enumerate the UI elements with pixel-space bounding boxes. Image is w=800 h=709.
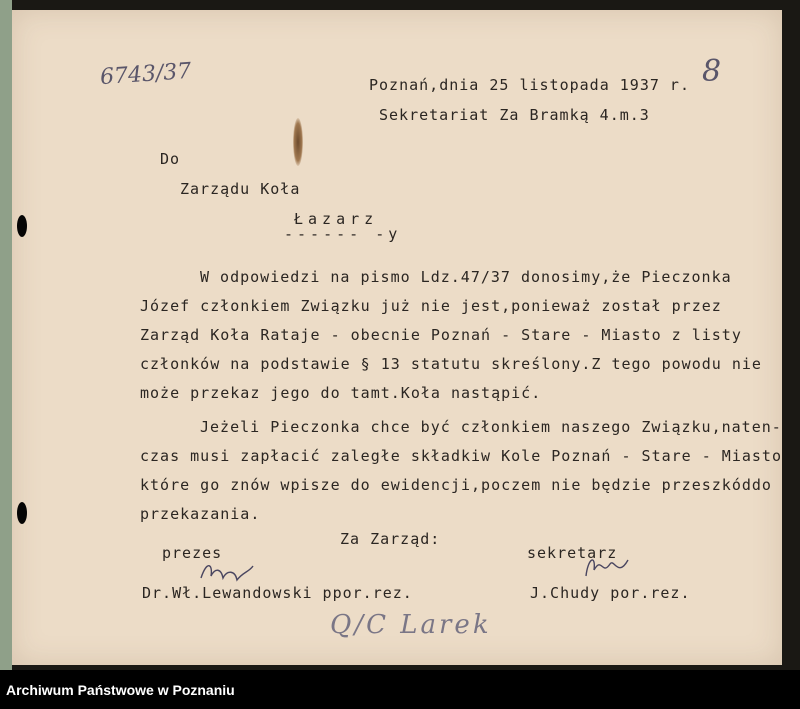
- folder-edge: [0, 0, 12, 670]
- archive-footer: [0, 670, 800, 709]
- closing-line: Za Zarząd:: [340, 530, 441, 548]
- body-line-9: przekazania.: [140, 505, 261, 523]
- body-line-5: może przekaz jego do tamt.Koła nastąpić.: [140, 384, 542, 402]
- recipient-place: Łazarz: [294, 210, 379, 228]
- secretary-signature: [582, 552, 632, 584]
- president-signature: [197, 558, 257, 586]
- body-line-4: członków na podstawie § 13 statutu skreślony.Z tego powodu nie: [140, 355, 762, 373]
- body-line-6: Jeżeli Pieczonka chce być członkiem naszego Związku,naten-: [200, 418, 782, 436]
- punch-hole-bottom: [17, 502, 27, 524]
- body-line-7: czas musi zapłacić zaległe składkiw Kole Poznań - Stare - Miasto: [140, 447, 782, 465]
- archive-reference-handwritten: 6743/37: [99, 58, 193, 91]
- recipient-name: Zarządu Koła: [180, 180, 301, 198]
- archive-name: Archiwum Państwowe w Poznaniu: [6, 682, 235, 698]
- page-number-handwritten: 8: [702, 54, 722, 89]
- body-line-2: Józef członkiem Związku już nie jest,ponieważ został przez: [140, 297, 722, 315]
- handwritten-note: Q/C Larek: [330, 610, 492, 640]
- recipient-underline: ------ -y: [284, 225, 402, 243]
- body-line-1: W odpowiedzi na pismo Ldz.47/37 donosimy,że Pieczonka: [200, 268, 732, 286]
- staple-mark: [293, 118, 303, 166]
- secretary-title: sekretarz: [527, 544, 618, 562]
- body-line-8: które go znów wpisze do ewidencji,poczem nie będzie przeszkóddo: [140, 476, 772, 494]
- date-line: Poznań,dnia 25 listopada 1937 r.: [369, 76, 690, 94]
- president-title: prezes: [162, 544, 223, 562]
- punch-hole-top: [17, 215, 27, 237]
- body-line-3: Zarząd Koła Rataje - obecnie Poznań - Stare - Miasto z listy: [140, 326, 742, 344]
- salutation-do: Do: [160, 150, 181, 168]
- secretariat-line: Sekretariat Za Bramką 4.m.3: [379, 106, 650, 124]
- document-page: [12, 10, 782, 665]
- president-name: Dr.Wł.Lewandowski ppor.rez.: [142, 584, 413, 602]
- secretary-name: J.Chudy por.rez.: [530, 584, 691, 602]
